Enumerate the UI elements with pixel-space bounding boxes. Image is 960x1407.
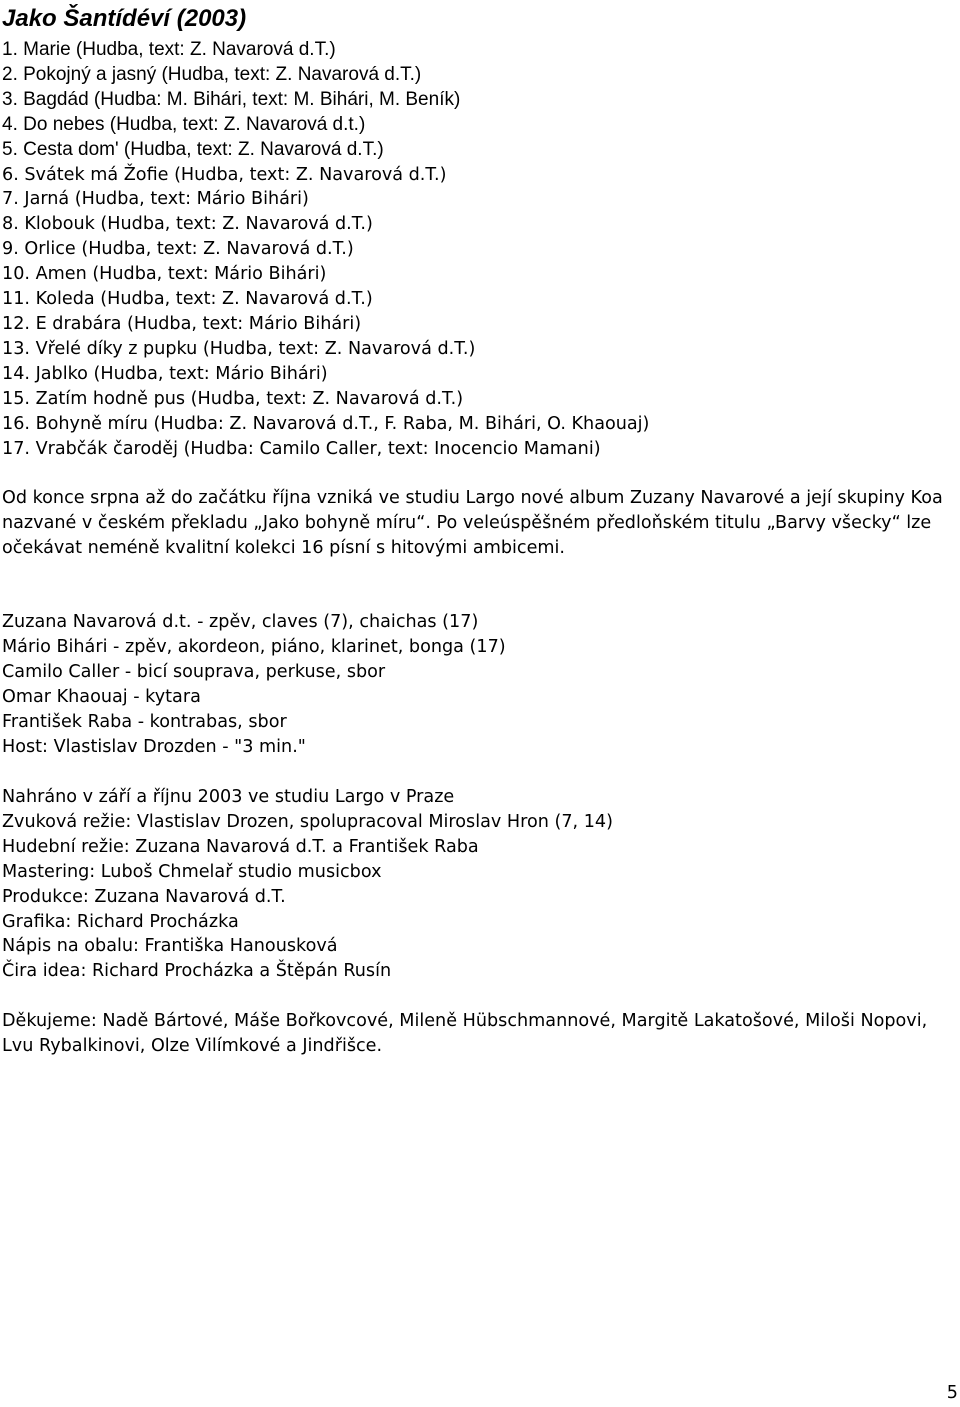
musician-line: Host: Vlastislav Drozden - "3 min." [2,736,306,757]
musicians-list [2,610,506,759]
track-item: 12. E drabára (Hudba, text: Mário Bihári) [2,313,362,334]
credit-line: Produkce: Zuzana Navarová d.T. [2,886,286,907]
track-list [2,38,649,461]
musician-line: Camilo Caller - bicí souprava, perkuse, sbor [2,661,386,682]
track-item: 10. Amen (Hudba, text: Mário Bihári) [2,264,327,285]
track-item: 17. Vrabčák čaroděj (Hudba: Camilo Caller, text: Inocencio Mamani) [2,438,601,459]
credit-line: Nápis na obalu: Františka Hanousková [2,936,338,957]
track-item: 3. Bagdád (Hudba: M. Bihári, text: M. Bihári, M. Beník) [2,88,461,110]
page-number: 5 [946,1383,958,1403]
credit-line: Hudební režie: Zuzana Navarová d.T. a František Raba [2,836,479,857]
credit-line: Nahráno v září a říjnu 2003 ve studiu Largo v Praze [2,787,455,807]
track-item: 13. Vřelé díky z pupku (Hudba, text: Z. Navarová d.T.) [2,338,476,359]
track-item: 11. Koleda (Hudba, text: Z. Navarová d.T.) [2,289,373,310]
musician-line: Mário Bihári - zpěv, akordeon, piáno, klarinet, bonga (17) [2,636,506,657]
credit-line: Čira idea: Richard Procházka a Štěpán Rusín [2,961,392,982]
credit-line: Grafika: Richard Procházka [2,911,239,932]
track-item: 14. Jablko (Hudba, text: Mário Bihári) [2,363,328,384]
track-item: 8. Klobouk (Hudba, text: Z. Navarová d.T.) [2,214,373,235]
credits-list [2,785,613,984]
track-item: 1. Marie (Hudba, text: Z. Navarová d.T.) [2,39,336,60]
credit-line: Mastering: Luboš Chmelař studio musicbox [2,861,382,882]
track-item: 4. Do nebes (Hudba, text: Z. Navarová d.t.) [2,113,366,135]
musician-line: František Raba - kontrabas, sbor [2,711,287,732]
intro-paragraph: Od konce srpna až do začátku října vzniká ve studiu Largo nové album Zuzany Navarové a její skupiny Koa nazvané v českém překladu „Jako bohyně míru“. Po veleúspěšném předloňském titulu „Barvy všecky“ lze očekávat neméně kvalitní kolekci 16 písní s hitovými ambicemi. [2,488,943,558]
track-item: 5. Cesta dom' (Hudba, text: Z. Navarová d.T.) [2,138,384,160]
track-item: 9. Orlice (Hudba, text: Z. Navarová d.T.) [2,239,354,260]
musician-line: Zuzana Navarová d.t. - zpěv, claves (7), chaichas (17) [2,612,479,632]
track-item: 2. Pokojný a jasný (Hudba, text: Z. Navarová d.T.) [2,63,422,85]
track-item: 16. Bohyně míru (Hudba: Z. Navarová d.T., F. Raba, M. Bihári, O. Khaouaj) [2,413,650,434]
track-item: 7. Jarná (Hudba, text: Mário Bihári) [2,189,309,210]
musician-line: Omar Khaouaj - kytara [2,686,201,707]
thanks-paragraph: Děkujeme: Nadě Bártové, Máše Bořkovcové, Mileně Hübschmannové, Margitě Lakatošové, Miloši Nopovi, Lvu Rybalkinovi, Olze Vilímkové a Jindřišce. [2,1011,928,1056]
track-item: 6. Svátek má Žofie (Hudba, text: Z. Navarová d.T.) [2,164,447,185]
track-item: 15. Zatím hodně pus (Hudba, text: Z. Navarová d.T.) [2,388,464,409]
credit-line: Zvuková režie: Vlastislav Drozen, spolupracoval Miroslav Hron (7, 14) [2,811,613,832]
page-title: Jako Šantídéví (2003) [2,5,247,32]
